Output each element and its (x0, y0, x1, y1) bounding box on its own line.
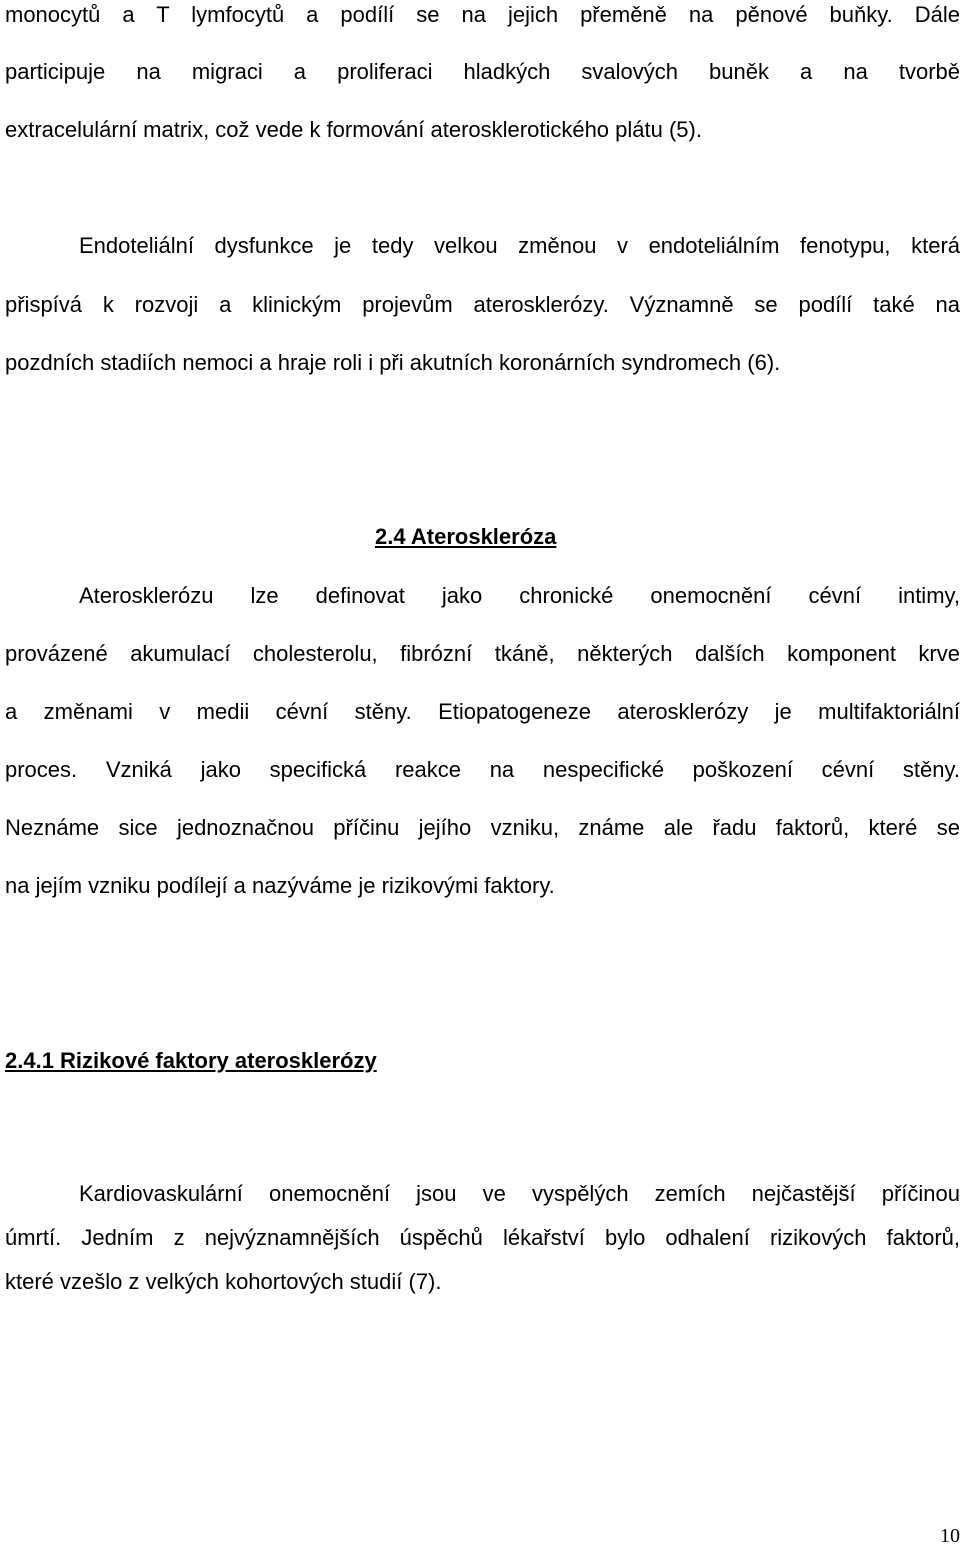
intro-line-2: participuje na migraci a proliferaci hladkých svalových buněk a na tvorbě (5, 59, 960, 84)
page-number: 10 (940, 1525, 960, 1547)
atherosclerosis-paragraph-line-1: Aterosklerózu lze definovat jako chronické onemocnění cévní intimy, (79, 583, 960, 608)
risk-factors-paragraph-line-2: úmrtí. Jedním z nejvýznamnějších úspěchů lékařství bylo odhalení rizikových faktorů, (5, 1225, 960, 1250)
atherosclerosis-paragraph-line-2: provázené akumulací cholesterolu, fibrózní tkáně, některých dalších komponent krve (5, 641, 960, 666)
atherosclerosis-paragraph-line-4: proces. Vzniká jako specifická reakce na nespecifické poškození cévní stěny. (5, 757, 960, 782)
risk-factors-paragraph-line-1: Kardiovaskulární onemocnění jsou ve vyspělých zemích nejčastější příčinou (79, 1181, 960, 1206)
endothelial-paragraph-line-1: Endoteliální dysfunkce je tedy velkou změnou v endoteliálním fenotypu, která (79, 233, 960, 258)
atherosclerosis-paragraph-line-3: a změnami v medii cévní stěny. Etiopatogeneze aterosklerózy je multifaktoriální (5, 699, 960, 724)
intro-line-1: monocytů a T lymfocytů a podílí se na jejich přeměně na pěnové buňky. Dále (5, 2, 960, 27)
section-heading: 2.4 Ateroskleróza (375, 524, 557, 549)
endothelial-paragraph-line-2: přispívá k rozvoji a klinickým projevům aterosklerózy. Významně se podílí také na (5, 292, 960, 317)
intro-line-3: extracelulární matrix, což vede k formování aterosklerotického plátu (5). (5, 117, 702, 142)
subsection-heading: 2.4.1 Rizikové faktory aterosklerózy (5, 1048, 377, 1073)
risk-factors-paragraph-line-3: které vzešlo z velkých kohortových studií (7). (5, 1269, 442, 1294)
atherosclerosis-paragraph-line-5: Neznáme sice jednoznačnou příčinu jejího vzniku, známe ale řadu faktorů, které se (5, 815, 960, 840)
atherosclerosis-paragraph-line-6: na jejím vzniku podílejí a nazýváme je rizikovými faktory. (5, 873, 555, 898)
endothelial-paragraph-line-3: pozdních stadiích nemoci a hraje roli i při akutních koronárních syndromech (6). (5, 350, 781, 375)
